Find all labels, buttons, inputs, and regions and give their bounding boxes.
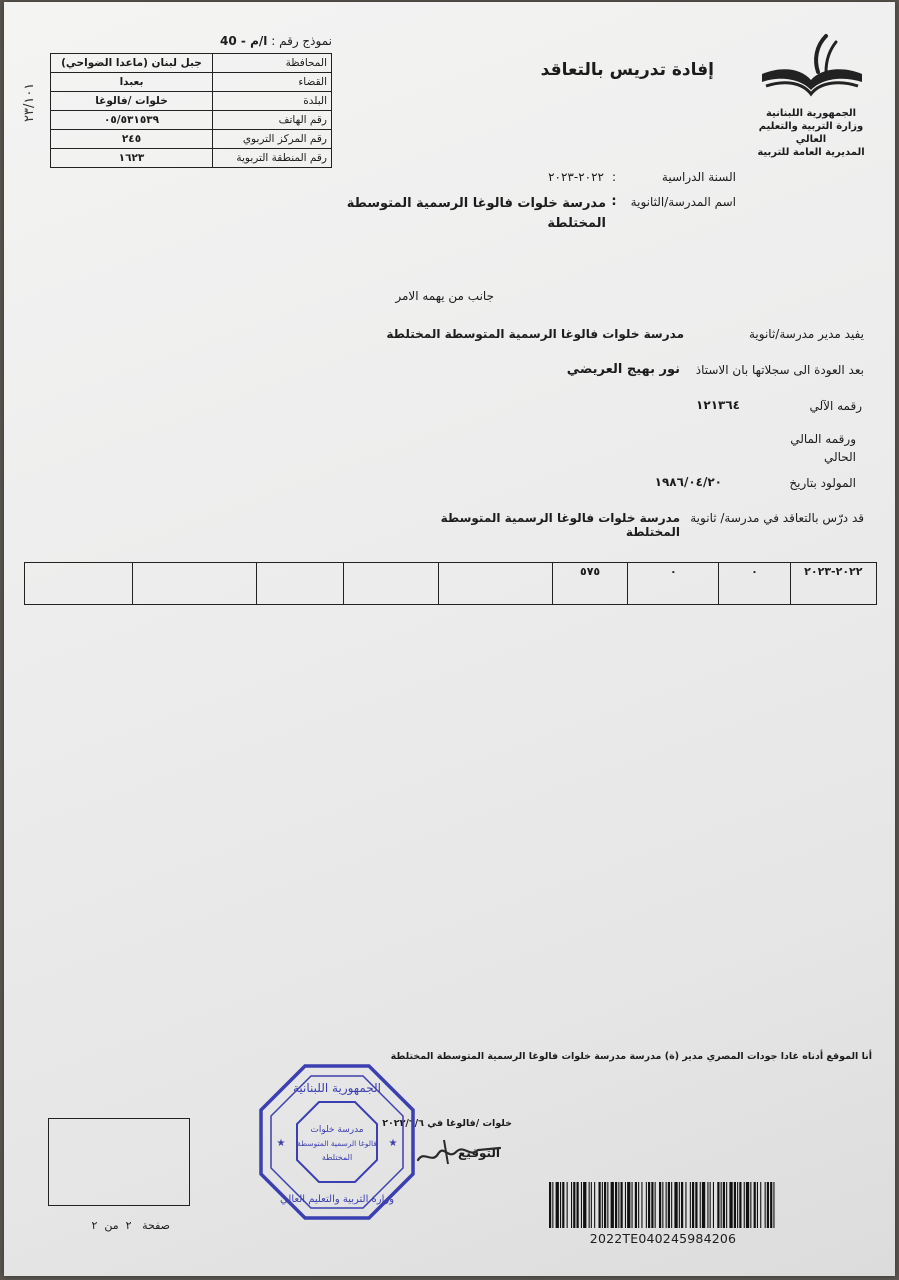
page-number [54,1219,170,1232]
center-number-label: رقم المركز التربوي [213,130,332,149]
official-stamp-icon [257,1062,417,1222]
region-number-label: رقم المنطقة التربوية [213,149,332,168]
barcode-bar [648,1182,650,1228]
signature-scribble-icon [414,1130,504,1170]
barcode-text: 2022TE040245984206 [589,1231,737,1246]
director-label: يفيد مدير مدرسة/ثانوية [748,327,864,341]
taught-label: قد درّس بالتعاقد في مدرسة/ ثانوية [690,511,864,525]
school-value-line-2: المختلطة [547,216,606,231]
barcode-bar [560,1182,561,1228]
salutation: جانب من يهمه الامر [395,289,494,303]
barcode-bar [577,1182,579,1228]
barcode-bar [556,1182,559,1228]
place-date: خلوات /فالوغا في ٢٠٢٣/٦/٦ [382,1118,512,1129]
region-info-table [50,53,332,168]
taught-school: مدرسة خلوات فالوغا الرسمية المتوسطة المختلطة [440,511,680,539]
ministry-name [750,107,872,159]
table-row [51,92,332,111]
document-page [4,2,895,1276]
year-value: ٢٠٢٢-٢٠٢٣ [548,170,604,184]
barcode-bar [729,1182,732,1228]
barcode-bar [604,1182,606,1228]
barcode-bar [721,1182,722,1228]
barcode-bar [717,1182,719,1228]
barcode-bar [662,1182,663,1228]
barcode-bar [770,1182,772,1228]
barcode-bar [765,1182,766,1228]
page-current: ٢ [125,1219,132,1232]
stamp-bottom-text: وزارة التربية والتعليم العالي [279,1194,395,1205]
auto-number-value: ١٢١٣٦٤ [696,398,740,412]
barcode-bar [627,1182,630,1228]
school-value-line-1: مدرسة خلوات فالوغا الرسمية المتوسطة [346,196,606,211]
stamp-center-line-1: مدرسة خلوات [310,1125,364,1135]
financial-number-label-1: ورقمه المالي [790,432,856,446]
barcode-bar [773,1182,774,1228]
form-number-label: نموذج رقم [279,34,332,48]
table-cell [257,563,344,605]
barcode-bar [641,1182,642,1228]
barcode-bar [690,1182,691,1228]
table-row [51,73,332,92]
barcode-bar [760,1182,761,1228]
table-row [25,563,877,605]
barcode-bar [734,1182,736,1228]
barcode-bar [591,1182,592,1228]
province-value: جبل لبنان (ماعدا الضواحي) [51,54,213,73]
region-number-value: ١٦٢٣ [51,149,213,168]
town-value: خلوات /فالوغا [51,92,213,111]
empty-box [48,1118,190,1206]
district-value: بعبدا [51,73,213,92]
table-cell: ٥٧٥ [552,563,628,605]
table-row [51,54,332,73]
barcode-bar [723,1182,725,1228]
province-label: المحافظة [213,54,332,73]
barcode-bar [618,1182,619,1228]
stamp-center-line-2: فالوغا الرسمية المتوسطة [297,1139,377,1148]
page-label: صفحة [142,1219,170,1232]
barcode-bar [739,1182,741,1228]
table-cell [438,563,552,605]
ministry-logo-icon [756,32,866,98]
phone-label: رقم الهاتف [213,111,332,130]
financial-number-label [744,430,856,466]
form-number [122,34,332,48]
barcode-bar [754,1182,756,1228]
barcode-bar [602,1182,603,1228]
barcode-bar [567,1182,568,1228]
barcode-bar [573,1182,575,1228]
barcode-bar [581,1182,582,1228]
barcode-icon [549,1182,777,1228]
barcode-bar [552,1182,553,1228]
table-cell: ٠ [719,563,790,605]
table-row [51,149,332,168]
center-number-value: ٢٤٥ [51,130,213,149]
barcode-bar [695,1182,697,1228]
barcode-bar [767,1182,769,1228]
barcode-bar [700,1182,701,1228]
barcode-bar [638,1182,639,1228]
stamp-star-right-icon: ★ [388,1138,398,1149]
barcode-bar [757,1182,758,1228]
barcode-bar [635,1182,637,1228]
barcode-bar [562,1182,564,1228]
table-cell [133,563,257,605]
barcode-bar [668,1182,670,1228]
teacher-name: نور بهيج العريضي [566,362,680,377]
barcode-bar [615,1182,617,1228]
barcode-bar [646,1182,647,1228]
table-cell: ٢٠٢٢-٢٠٢٣ [790,563,876,605]
barcode-bar [737,1182,738,1228]
auto-number-label: رقمه الآلي [809,399,862,413]
declaration: أنا الموقع أدناه غادا جودات المصري مدير (ة) مدرسة مدرسة خلوات فالوغا الرسمية المتوسطة المختلطة [390,1051,872,1062]
form-number-sep: : [271,34,276,48]
district-label: القضاء [213,73,332,92]
school-value [344,194,606,234]
barcode-bar [621,1182,623,1228]
town-label: البلدة [213,92,332,111]
table-row [51,130,332,149]
dob-label: المولود بتاريخ [789,476,856,490]
barcode-bar [666,1182,667,1228]
records-label: بعد العودة الى سجلاتها بان الاستاذ [695,363,864,377]
barcode-bar [659,1182,661,1228]
director-school: مدرسة خلوات فالوغا الرسمية المتوسطة المختلطة [386,327,684,341]
barcode-bar [685,1182,686,1228]
barcode-bar [710,1182,711,1228]
table-cell [344,563,439,605]
barcode-bar [611,1182,614,1228]
barcode-bar [599,1182,601,1228]
table-row [51,111,332,130]
barcode-bar [651,1182,653,1228]
barcode-bar [681,1182,683,1228]
financial-number-label-2: الحالي [823,450,856,464]
barcode-bar [713,1182,714,1228]
barcode-bar [589,1182,590,1228]
barcode-bar [702,1182,705,1228]
barcode-bar [594,1182,595,1228]
barcode-bar [679,1182,680,1228]
barcode-bar [726,1182,727,1228]
year-label: السنة الدراسية [661,170,736,184]
barcode-bar [692,1182,694,1228]
stamp-star-left-icon: ★ [276,1138,286,1149]
barcode-bar [549,1182,551,1228]
dob-value: ١٩٨٦/٠٤/٢٠ [654,475,722,489]
school-label: اسم المدرسة/الثانوية [630,195,736,209]
stamp-top-text: الجمهورية اللبنانية [292,1081,382,1095]
year-sep: : [611,170,617,184]
page-of: من [104,1219,119,1232]
barcode-bar [671,1182,672,1228]
barcode-bar [632,1182,633,1228]
barcode-bar [571,1182,572,1228]
barcode-bar [674,1182,677,1228]
barcode-bar [583,1182,586,1228]
barcode-bar [625,1182,626,1228]
barcode-bar [746,1182,749,1228]
side-mark: ٢٣/١٠١ [22,82,37,122]
page-total: ٢ [91,1219,98,1232]
school-sep: : [611,194,617,209]
form-number-value: ا/م - 40 [220,34,268,48]
barcode-bar [744,1182,745,1228]
ministry-line-3: المديرية العامة للتربية [757,147,865,158]
signature-label: التوقيع [458,1146,500,1160]
barcode-bar [607,1182,608,1228]
phone-value: ٠٥/٥٣١٥٣٩ [51,111,213,130]
ministry-line-2: وزارة التربية والتعليم العالي [758,121,864,145]
stamp-center-line-3: المختلطة [321,1153,353,1162]
barcode-bar [707,1182,708,1228]
teaching-hours-table [24,562,877,605]
document-title: إفادة تدريس بالتعاقد [540,60,714,80]
barcode-bar [750,1182,751,1228]
barcode-bar [655,1182,656,1228]
table-cell [25,563,133,605]
ministry-line-1: الجمهورية اللبنانية [765,108,857,119]
table-cell: ٠ [628,563,719,605]
